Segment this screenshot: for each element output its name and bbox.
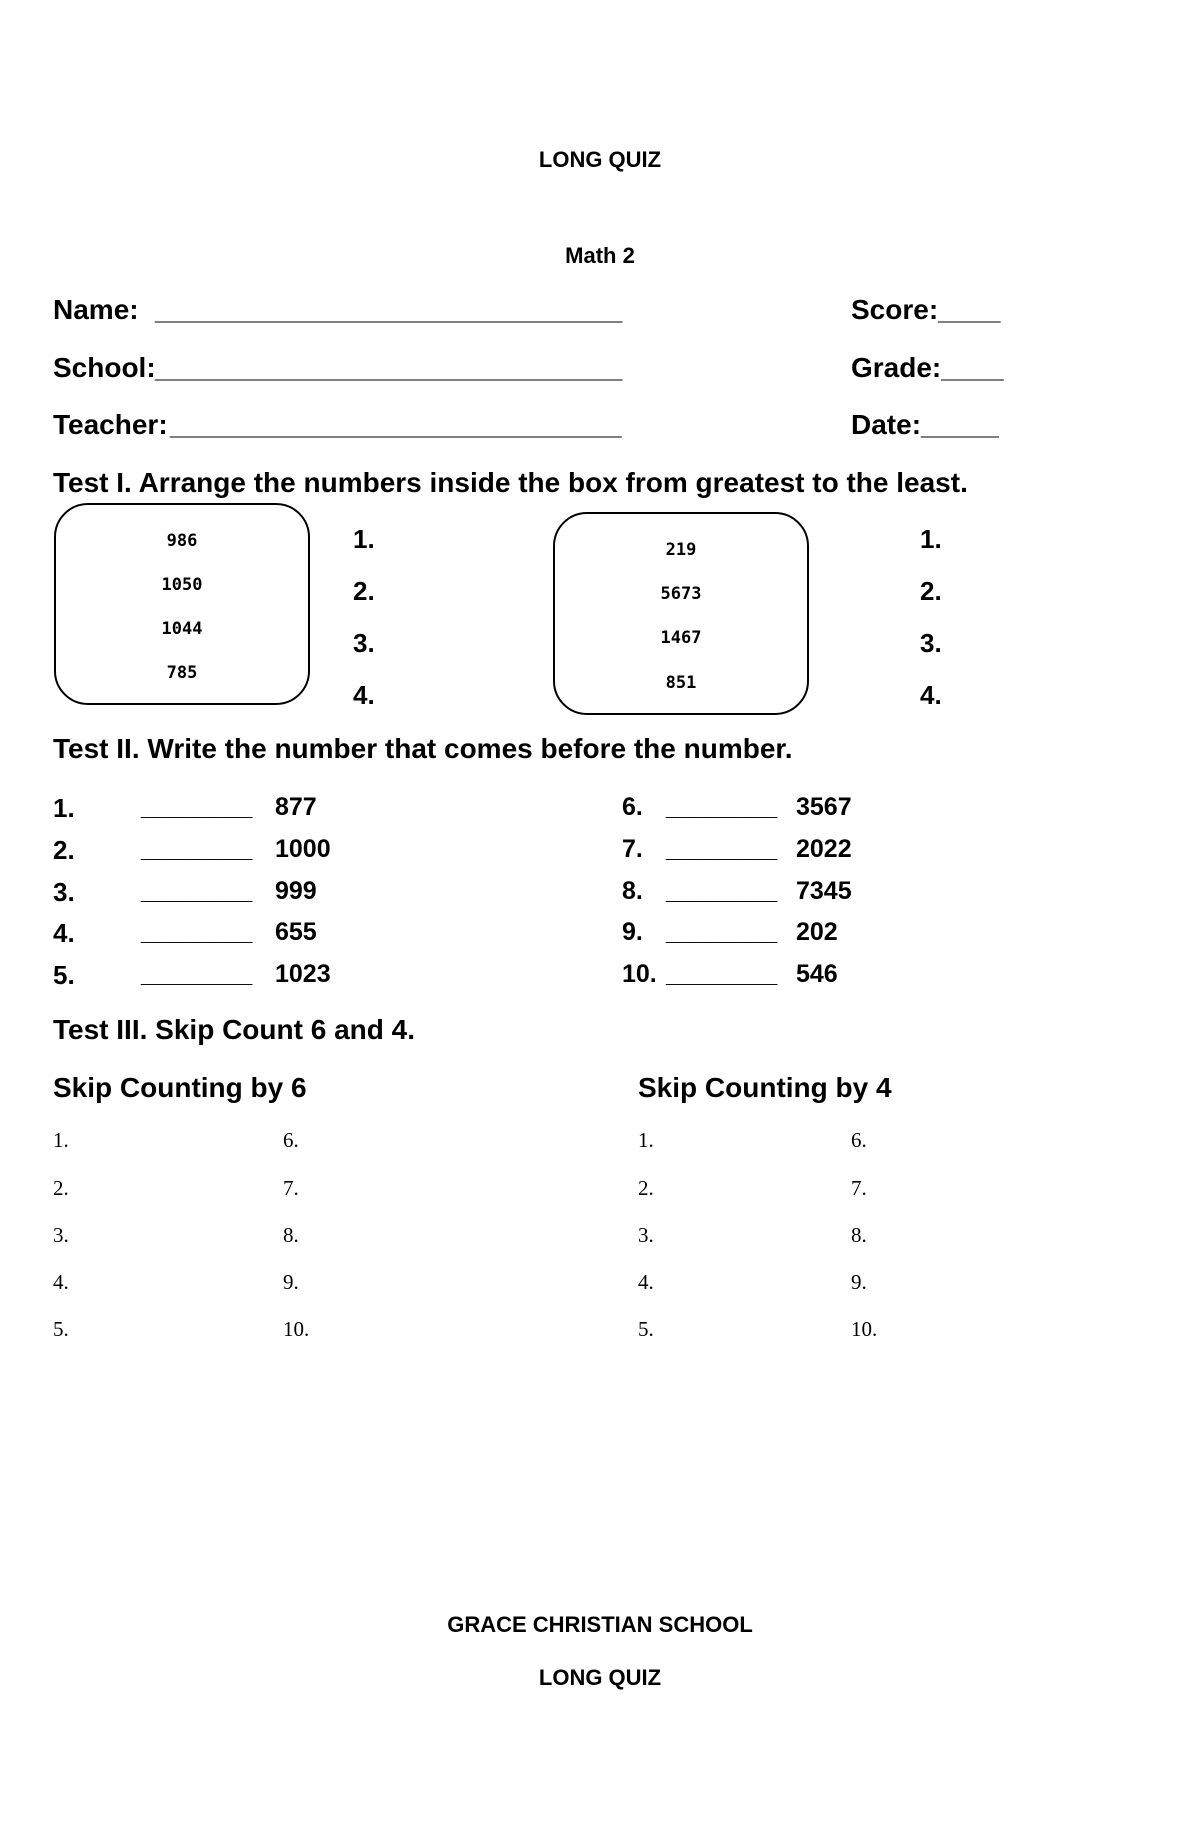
test2-given-number: 546	[796, 960, 838, 988]
test2-item-number: 1.	[53, 793, 75, 823]
test2-item-number: 2.	[53, 835, 75, 865]
skip-count-item[interactable]: 1.	[53, 1128, 69, 1152]
skip-count-item[interactable]: 9.	[851, 1270, 867, 1294]
grade-label-text: Grade:	[851, 352, 942, 383]
date-field[interactable]: _____	[921, 409, 999, 440]
test2-given-number: 999	[275, 877, 317, 905]
test2-given-number: 2022	[796, 835, 852, 863]
answer-number: 4.	[920, 680, 942, 710]
skip-by-4-title: Skip Counting by 4	[638, 1072, 892, 1103]
skip-count-item[interactable]: 6.	[851, 1128, 867, 1152]
test2-given-number: 877	[275, 793, 317, 821]
test2-answer-blank[interactable]: ________	[666, 835, 778, 863]
grade-label	[851, 352, 1004, 384]
box-number: 219	[665, 540, 697, 560]
test2-item-number: 9.	[622, 918, 643, 946]
test2-answer-blank[interactable]: ________	[666, 793, 778, 821]
test2-instruction: Test II. Write the number that comes before the number.	[53, 733, 793, 764]
skip-count-item[interactable]: 10.	[283, 1317, 310, 1341]
teacher-field[interactable]: _____________________________	[170, 409, 622, 440]
teacher-label: Teacher:	[53, 409, 168, 440]
test2-item-number: 4.	[53, 918, 75, 948]
skip-count-item[interactable]: 10.	[851, 1317, 878, 1341]
footer-title: LONG QUIZ	[538, 1665, 662, 1690]
box-number: 986	[166, 531, 198, 551]
score-label	[851, 294, 1000, 326]
test2-answer-blank[interactable]: ________	[141, 918, 253, 946]
answer-number: 1.	[353, 524, 375, 554]
test2-answer-blank[interactable]: ________	[666, 877, 778, 905]
grade-field[interactable]: ____	[941, 352, 1004, 383]
skip-count-item[interactable]: 3.	[53, 1223, 69, 1247]
skip-count-item[interactable]: 7.	[283, 1176, 299, 1200]
box-number: 851	[665, 673, 697, 693]
date-label-text: Date:	[851, 409, 922, 440]
answer-number: 1.	[920, 524, 942, 554]
school-field[interactable]: ______________________________	[155, 352, 623, 383]
answer-number: 4.	[353, 680, 375, 710]
test2-answer-blank[interactable]: ________	[141, 960, 253, 988]
answer-number: 2.	[920, 576, 942, 606]
test2-given-number: 202	[796, 918, 838, 946]
test2-item-number: 8.	[622, 877, 643, 905]
box-number: 1467	[660, 628, 702, 648]
quiz-title: LONG QUIZ	[538, 147, 662, 172]
subject-title: Math 2	[565, 243, 635, 268]
box-number: 1044	[161, 619, 203, 639]
skip-count-item[interactable]: 8.	[851, 1223, 867, 1247]
skip-count-item[interactable]: 8.	[283, 1223, 299, 1247]
answer-number: 2.	[353, 576, 375, 606]
score-field[interactable]: ____	[938, 294, 1001, 325]
test2-answer-blank[interactable]: ________	[666, 918, 778, 946]
skip-count-item[interactable]: 5.	[638, 1317, 654, 1341]
answer-number: 3.	[920, 628, 942, 658]
name-label-text: Name:	[53, 294, 139, 325]
test1-instruction: Test I. Arrange the numbers inside the box from greatest to the least.	[53, 467, 968, 498]
test2-item-number: 3.	[53, 877, 75, 907]
test2-given-number: 1023	[275, 960, 331, 988]
test2-item-number: 6.	[622, 793, 643, 821]
answer-number: 3.	[353, 628, 375, 658]
skip-count-item[interactable]: 3.	[638, 1223, 654, 1247]
test2-answer-blank[interactable]: ________	[141, 793, 253, 821]
skip-count-item[interactable]: 6.	[283, 1128, 299, 1152]
number-box-left	[54, 503, 310, 705]
test2-answer-blank[interactable]: ________	[666, 960, 778, 988]
number-box-right	[553, 512, 809, 715]
skip-by-6-title: Skip Counting by 6	[53, 1072, 307, 1103]
school-label: School:	[53, 352, 156, 383]
box-number: 785	[166, 663, 198, 683]
skip-count-item[interactable]: 4.	[53, 1270, 69, 1294]
test2-given-number: 655	[275, 918, 317, 946]
box-number: 1050	[161, 575, 203, 595]
name-label	[53, 294, 139, 326]
skip-count-item[interactable]: 4.	[638, 1270, 654, 1294]
test2-given-number: 7345	[796, 877, 852, 905]
test2-item-number: 7.	[622, 835, 643, 863]
skip-count-item[interactable]: 5.	[53, 1317, 69, 1341]
test2-answer-blank[interactable]: ________	[141, 835, 253, 863]
skip-count-item[interactable]: 7.	[851, 1176, 867, 1200]
test2-given-number: 3567	[796, 793, 852, 821]
skip-count-item[interactable]: 9.	[283, 1270, 299, 1294]
test2-item-number: 10.	[622, 960, 657, 988]
skip-count-item[interactable]: 1.	[638, 1128, 654, 1152]
skip-count-item[interactable]: 2.	[638, 1176, 654, 1200]
test2-answer-blank[interactable]: ________	[141, 877, 253, 905]
skip-count-item[interactable]: 2.	[53, 1176, 69, 1200]
footer-school: GRACE CHRISTIAN SCHOOL	[447, 1612, 753, 1637]
score-label-text: Score:	[851, 294, 939, 325]
test2-item-number: 5.	[53, 960, 75, 990]
test3-instruction: Test III. Skip Count 6 and 4.	[53, 1014, 415, 1045]
test2-given-number: 1000	[275, 835, 331, 863]
name-field[interactable]: ______________________________	[155, 294, 623, 325]
date-label	[851, 409, 999, 441]
box-number: 5673	[660, 584, 702, 604]
